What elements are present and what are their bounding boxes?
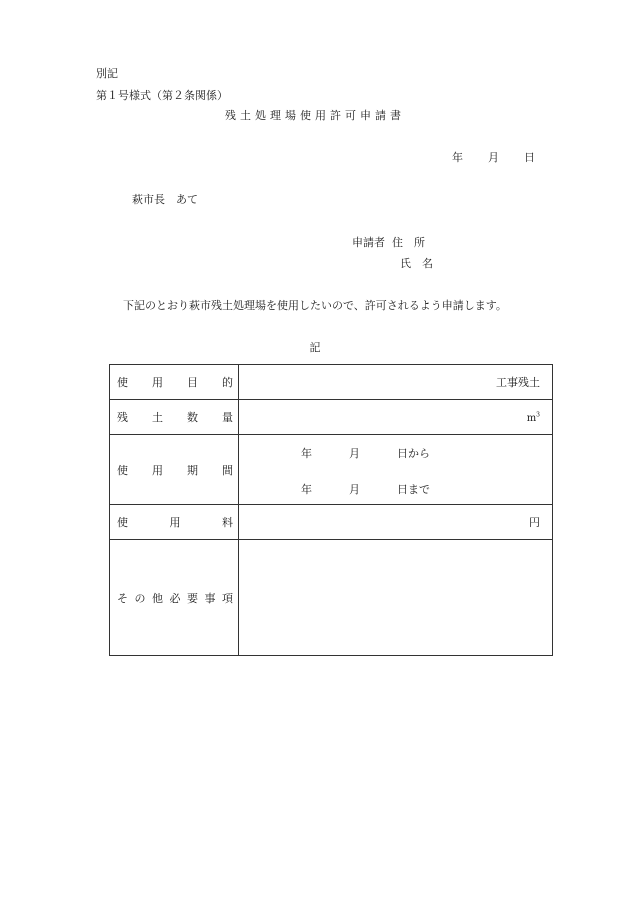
form-number: 第１号様式（第２条関係）	[96, 89, 228, 102]
other-label-char: そ	[117, 591, 128, 605]
date-year-label: 年	[452, 151, 463, 164]
applicant-name-row	[400, 257, 433, 271]
date-month-label: 月	[488, 151, 499, 164]
period-label-char: 間	[222, 463, 233, 477]
quantity-value[interactable]	[239, 400, 553, 435]
document-title: 残土処理場使用許可申請書	[225, 109, 405, 122]
applicant-address-label: 住 所	[392, 236, 425, 249]
fee-label-char: 料	[222, 516, 233, 529]
cubic-meter-unit	[527, 413, 540, 424]
quantity-label-char: 残	[117, 411, 128, 424]
period-from-month: 月	[349, 447, 360, 460]
purpose-label-char: 使	[117, 376, 128, 389]
applicant-name-label: 氏 名	[400, 257, 433, 270]
row-other	[110, 540, 553, 656]
reference-label: 別記	[96, 67, 118, 80]
fee-value[interactable]: 円	[239, 505, 553, 540]
other-label	[110, 540, 239, 656]
fee-label-char: 用	[169, 516, 181, 529]
other-label-char: 事	[204, 591, 216, 605]
period-to-year: 年	[301, 483, 312, 496]
quantity-label-char: 土	[152, 411, 163, 424]
purpose-label-char: 用	[152, 376, 163, 389]
period-to-line	[301, 481, 430, 497]
fee-label	[110, 505, 239, 540]
purpose-value[interactable]: 工事残土	[239, 365, 553, 400]
purpose-label-char: 的	[222, 376, 233, 389]
body-text: 下記のとおり萩市残土処理場を使用したいので、許可されるよう申請します。	[123, 299, 507, 312]
purpose-label	[110, 365, 239, 400]
addressee: 萩市長 あて	[132, 193, 198, 206]
period-label	[110, 435, 239, 505]
date-line	[452, 151, 535, 165]
quantity-label	[110, 400, 239, 435]
row-fee	[110, 505, 553, 540]
other-label-char: 要	[187, 591, 198, 605]
date-day-label: 日	[524, 151, 535, 164]
applicant-address-row	[352, 236, 425, 250]
detail-table	[109, 364, 553, 656]
row-purpose	[110, 365, 553, 400]
period-to-month: 月	[349, 483, 360, 496]
quantity-label-char: 量	[222, 411, 233, 424]
fee-label-char: 使	[117, 516, 128, 529]
period-label-char: 使	[117, 463, 128, 477]
period-value[interactable]	[239, 435, 553, 505]
period-label-char: 期	[187, 463, 198, 477]
other-value[interactable]	[239, 540, 553, 656]
other-label-char: 項	[222, 591, 233, 605]
quantity-label-char: 数	[187, 411, 198, 424]
other-label-char: 他	[152, 591, 163, 605]
row-period	[110, 435, 553, 505]
applicant-role: 申請者	[352, 236, 385, 249]
purpose-label-char: 目	[187, 376, 198, 389]
period-from-day: 日から	[397, 447, 430, 460]
other-label-char: の	[134, 591, 146, 605]
period-to-day: 日まで	[397, 483, 430, 496]
row-quantity	[110, 400, 553, 435]
unit-m: m	[526, 412, 537, 424]
period-from-year: 年	[301, 447, 312, 460]
unit-superscript: 3	[536, 411, 540, 419]
period-label-char: 用	[152, 463, 163, 477]
period-from-line	[301, 445, 430, 461]
other-label-char: 必	[169, 591, 181, 605]
ki-label: 記	[309, 341, 321, 354]
